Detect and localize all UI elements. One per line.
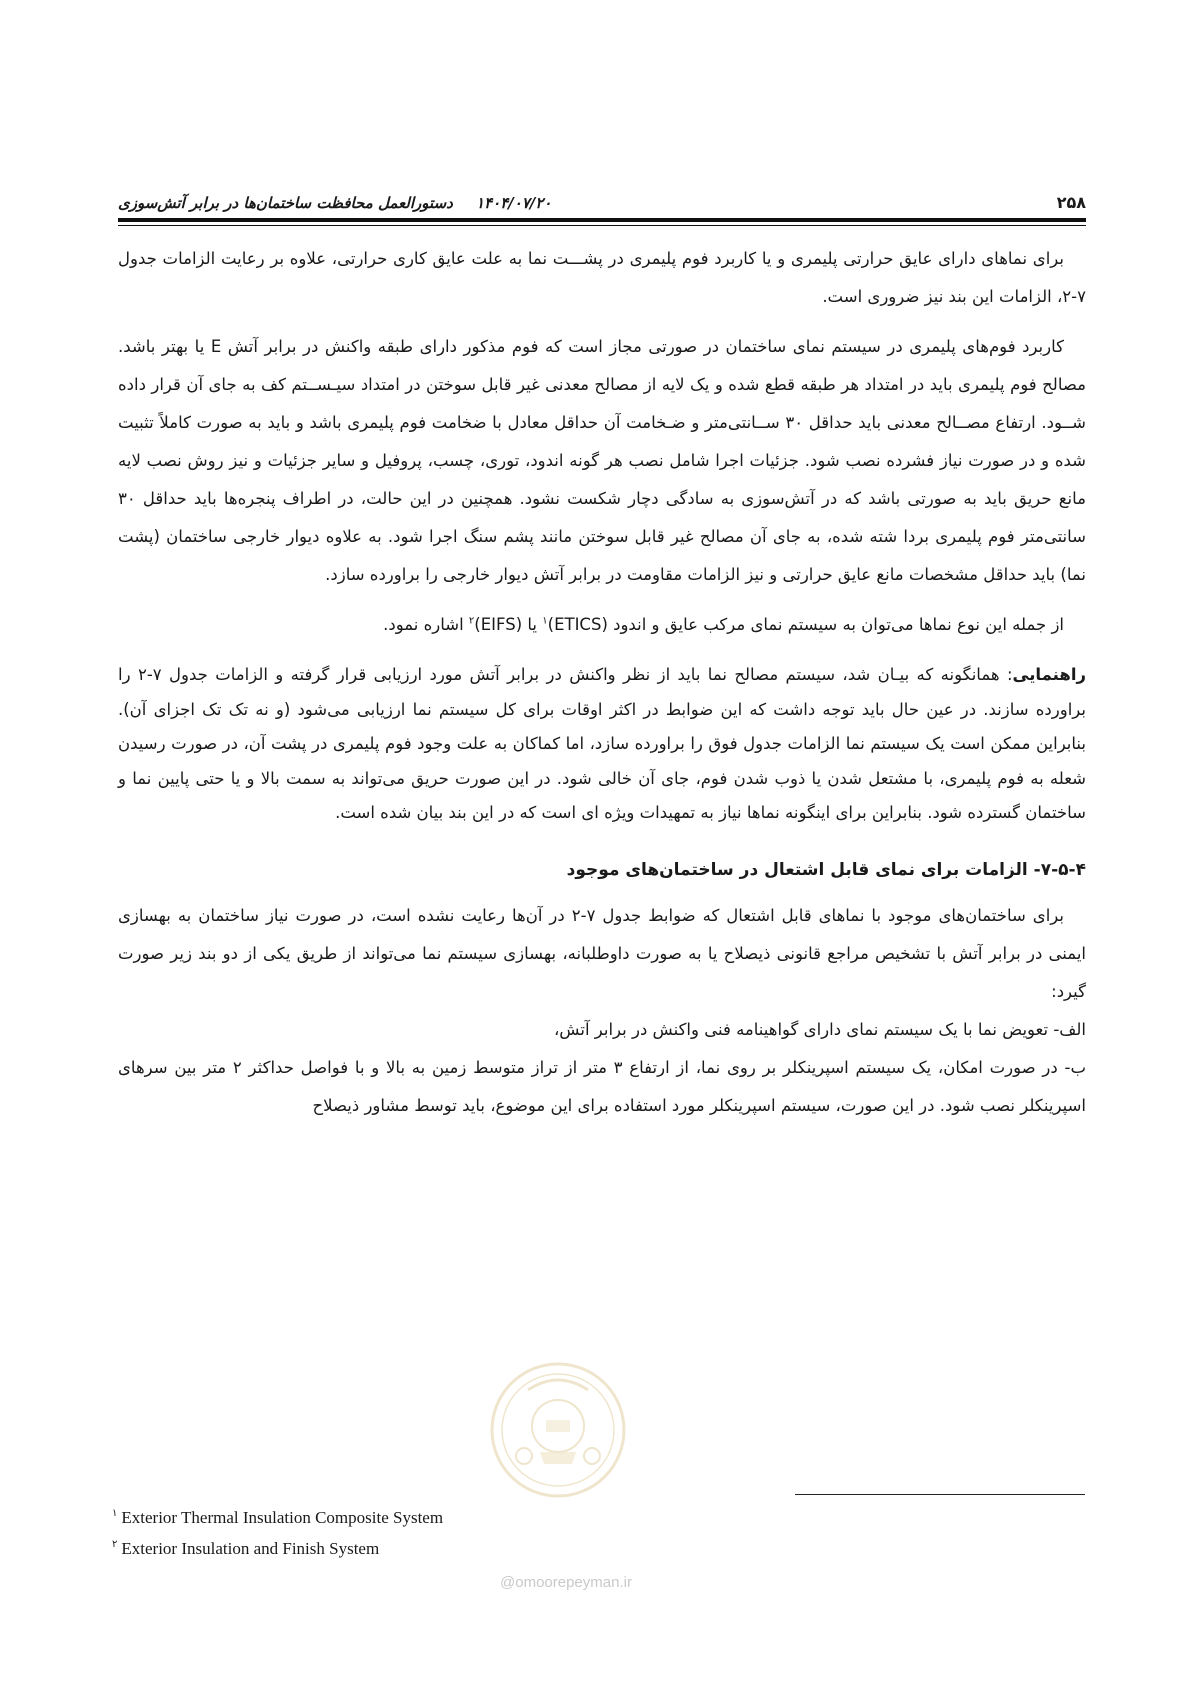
watermark-url: @omoorepeyman.ir xyxy=(500,1574,632,1591)
etics-text: از جمله این نوع نماها می‌توان به سیستم نمای مرکب عایق و اندود (ETICS) xyxy=(547,615,1064,634)
footnotes xyxy=(112,1502,443,1564)
eifs-text: یا (EIFS) xyxy=(474,615,543,634)
section-paragraph: برای ساختمان‌های موجود با نماهای قابل اشتعال که ضوابط جدول ۷-۲ در آن‌ها رعایت نشده است، در صورت نیاز ساختمان به بهسازی ایمنی در برابر آتش با تشخیص مراجع قانونی ذیصلاح یا به صورت داوطلبانه، بهسازی سیستم نما می‌تواند از طریق یکی از دو بند زیر صورت گیرد: xyxy=(118,905,1086,1001)
guidance-label: راهنمایی xyxy=(1012,665,1086,684)
list-item-b: ب- در صورت امکان، یک سیستم اسپرینکلر بر روی نما، از ارتفاع ۳ متر از تراز متوسط زمین به بالا و با فواصل حداکثر ۲ متر بین سرهای اسپرینکلر نصب شود. در این صورت، سیستم اسپرینکلر مورد استفاده برای این موضوع، باید توسط مشاور ذیصلاح xyxy=(118,1057,1086,1115)
list-item-a: الف- تعویض نما با یک سیستم نمای دارای گواهینامه فنی واکنش در برابر آتش، xyxy=(553,1019,1086,1039)
footnote-text: Exterior Thermal Insulation Composite System xyxy=(121,1508,444,1527)
footnote-number: ۱ xyxy=(112,1508,118,1520)
header-date: ۱۴۰۴/۰۷/۲۰ xyxy=(476,194,552,212)
footnote-2 xyxy=(112,1533,443,1564)
guidance-paragraph xyxy=(118,658,1086,831)
header-title: دستورالعمل محافظت ساختمان‌ها در برابر آتش‌سوزی xyxy=(118,194,453,212)
main-content xyxy=(118,240,1086,1125)
guidance-box xyxy=(118,658,1086,831)
footnote-ref-2[interactable]: ۲ xyxy=(468,615,475,627)
paragraph-etics-eifs xyxy=(118,606,1086,644)
guidance-text: : همانگونه که بیـان شد، سیستم مصالح نما باید از نظر واکنش در برابر آتش مورد ارزیابی قرار گرفته و الزامات جدول ۷-۲ را براورده سازند. در عین حال باید توجه داشت که این ضوابط در اکثر اوقات برای کل سیستم نما ارزیابی می‌شود (و نه تک تک اجزای آن). بنابراین ممکن است یک سیستم نما الزامات جدول فوق را براورده سازد، اما کماکان به علت وجود فوم پلیمری در پشت آن، در صورت رسیدن شعله به فوم پلیمری، با مشتعل شدن یا ذوب شدن فوم، جای آن خالی شود. در این صورت حریق می‌تواند به سمت بالا و یا حتی پایین نما و ساختمان گسترده شود. بنابراین برای اینگونه نماها نیاز به تمهیدات ویژه ای است که در این بند بیان شده است. xyxy=(118,665,1086,822)
watermark-logo-icon xyxy=(488,1360,628,1500)
footnote-text: Exterior Insulation and Finish System xyxy=(121,1539,380,1558)
paragraph-facade-insulation: برای نماهای دارای عایق حرارتی پلیمری و یا کاربرد فوم پلیمری در پشـــت نما به علت عایق کاری حرارتی، علاوه بر رعایت الزامات جدول ۷-۲، الزامات این بند نیز ضروری است. xyxy=(118,249,1086,306)
footnote-separator xyxy=(795,1494,1085,1495)
paragraph-polymer-foam: کاربرد فوم‌های پلیمری در سیستم نمای ساختمان در صورتی مجاز است که فوم مذکور دارای طبقه واکنش در برابر آتش E یا بهتر باشد. مصالح فوم پلیمری باید در امتداد هر طبقه قطع شده و یک لایه از مصالح معدنی غیر قابل سوختن در امتداد سیـســتم کف به جای آن قرار داده شــود. ارتفاع مصــالح معدنی باید حداقل ۳۰ ســانتی‌متر و ضـخامت آن حداقل معادل با ضخامت فوم پلیمری باشد و باید به صورت کاملاً تثبیت شده و در صورت نیاز فشرده نصب شود. جزئیات اجرا شامل نصب هر گونه اندود، توری، چسب، پروفیل و سایر جزئیات و نیز روش نصب لایه مانع حریق باید به صورتی باشد که در آتش‌سوزی به سادگی دچار شکست نشود. همچنین در این حالت، در اطراف پنجره‌ها باید حداقل ۳۰ سانتی‌متر فوم پلیمری بردا شته شده، به جای آن مصالح غیر قابل سوختن مانند پشم سنگ اجرا شود. به علاوه دیوار خارجی ساختمان (پشت نما) باید حداقل مشخصات مانع عایق حرارتی و نیز الزامات مقاومت در برابر آتش دیوار خارجی را براورده سازد. xyxy=(118,337,1087,584)
section-heading: ۷-۵-۴- الزامات برای نمای قابل اشتعال در ساختمان‌های موجود xyxy=(566,859,1086,880)
footnote-1 xyxy=(112,1502,443,1533)
header-rule-thick xyxy=(118,218,1086,222)
etics-closing-text: اشاره نمود. xyxy=(383,615,469,634)
footnote-ref-1[interactable]: ۱ xyxy=(542,615,548,627)
header-rule-thin xyxy=(118,225,1086,226)
footnote-number: ۲ xyxy=(112,1539,118,1551)
page-header xyxy=(118,186,1086,214)
page-number: ۲۵۸ xyxy=(1056,193,1086,212)
